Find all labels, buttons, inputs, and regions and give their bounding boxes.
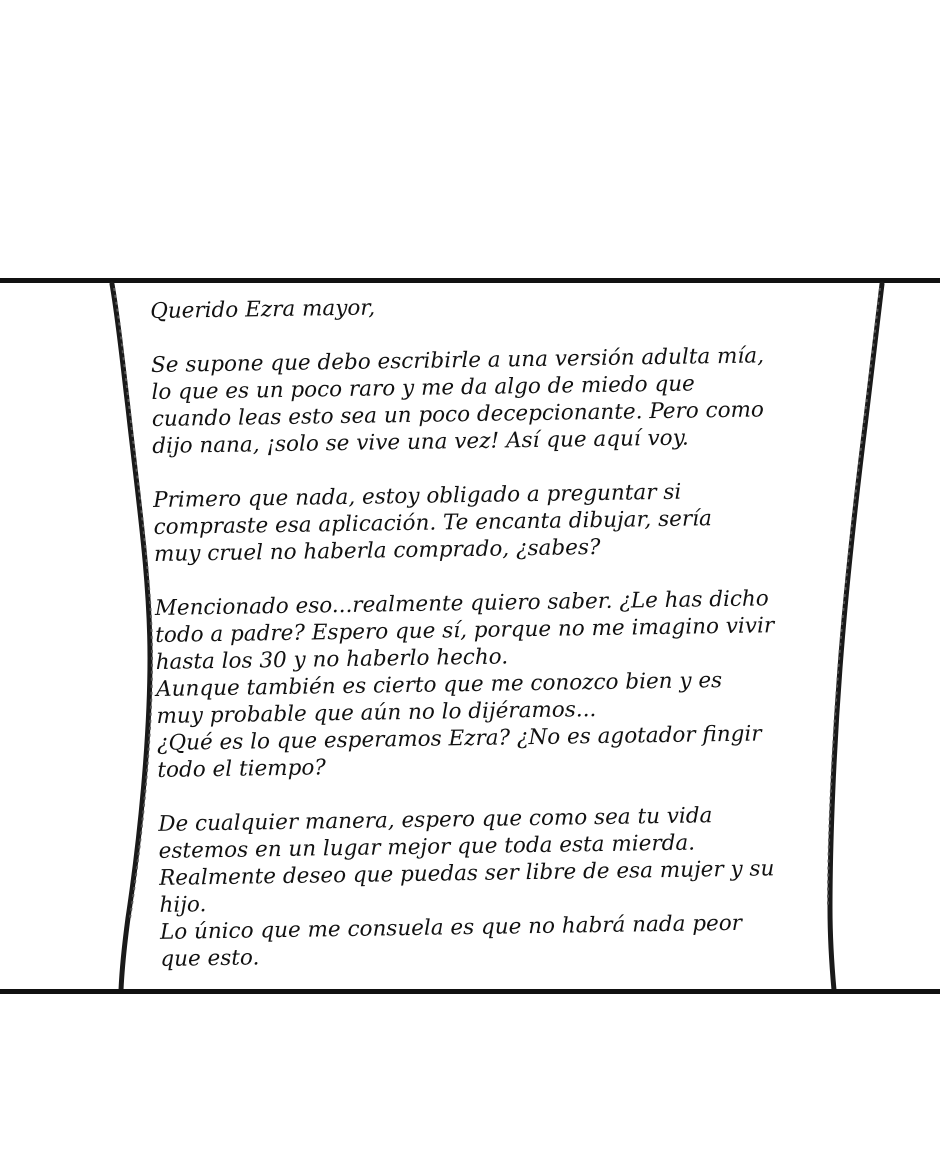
letter-line: ¿Qué es lo que esperamos Ezra? ¿No es agotador fingir [156,721,762,756]
letter-line: cuando leas esto sea un poco decepcionante. Pero como [151,397,765,432]
letter-line: Lo único que me consuela es que no habrá nada peor [159,910,743,945]
letter-line: lo que es un poco raro y me da algo de miedo que [151,371,696,405]
panel-bottom-border [0,989,940,994]
letter-line: De cualquier manera, espero que como sea tu vida [158,803,713,837]
letter-line: todo el tiempo? [157,755,327,783]
letter-line: que esto. [160,945,260,972]
letter-line: muy probable que aún no lo dijéramos... [156,697,597,729]
letter-greeting: Querido Ezra mayor, [150,295,376,324]
paper-left-edge [112,284,150,990]
letter-line: compraste esa aplicación. Te encanta dibujar, sería [153,506,713,540]
letter-line: Realmente deseo que puedas ser libre de esa mujer y su [158,856,775,891]
letter-line: muy cruel no haberla comprado, ¿sabes? [153,534,601,567]
handwritten-letter [150,287,841,973]
letter-line: todo a padre? Espero que sí, porque no me imagino vivir [155,613,775,648]
letter-line: Mencionado eso...realmente quiero saber. ¿Le has dicho [154,586,769,621]
letter-line: Aunque también es cierto que me conozco bien y es [155,668,723,702]
letter-line: hijo. [159,892,207,918]
letter-line: hasta los 30 y no haberlo hecho. [155,644,509,675]
letter-line: estemos en un lugar mejor que toda esta mierda. [158,830,696,864]
letter-line: dijo nana, ¡solo se vive una vez! Así que aquí voy. [152,425,689,459]
letter-line: Se supone que debo escribirle a una versión adulta mía, [150,343,765,378]
comic-panel [0,278,940,994]
letter-line: Primero que nada, estoy obligado a preguntar si [152,479,682,513]
